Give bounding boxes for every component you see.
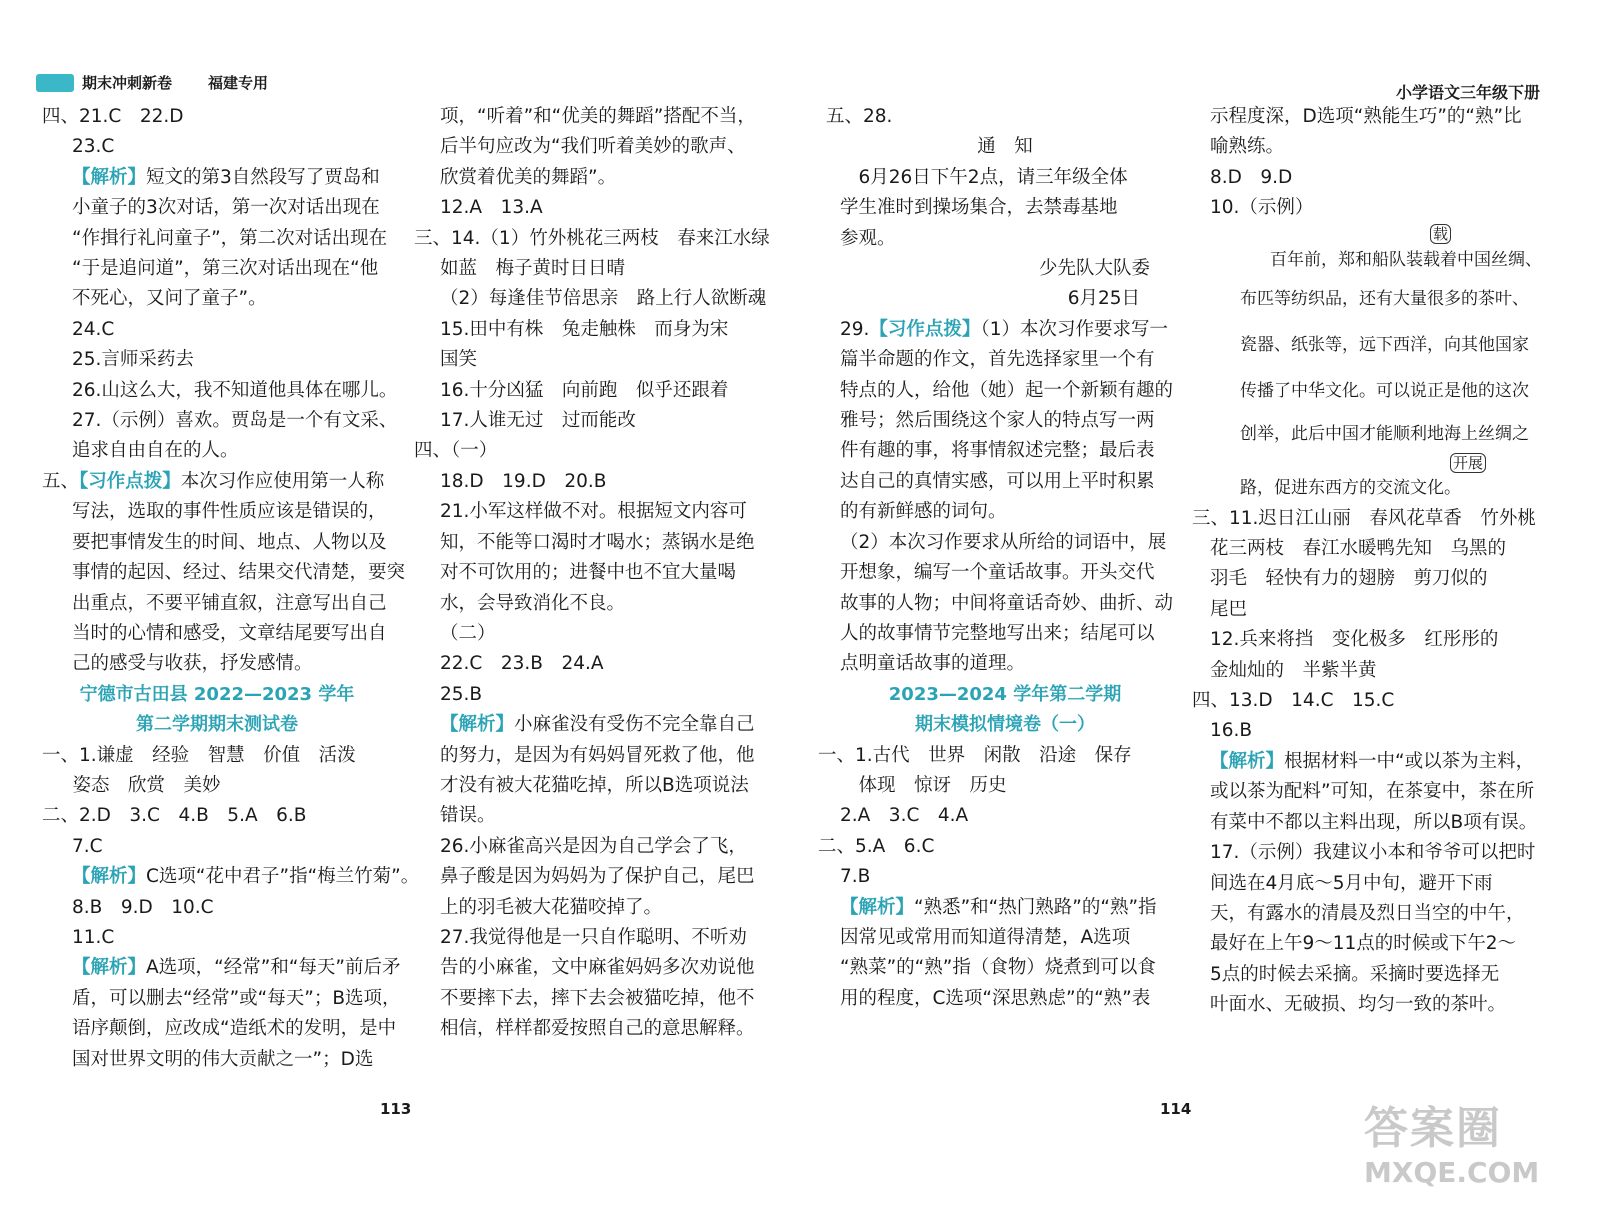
column-4	[1192, 102, 1550, 1021]
text-line: 参观。	[840, 227, 896, 249]
text-line: 天，有露水的清晨及烈日当空的中午，	[1210, 902, 1525, 924]
text-line: 四、21.C 22.D	[42, 106, 184, 127]
text-line: 的努力，是因为有妈妈冒死救了他，他	[440, 744, 755, 766]
text-line: 尾巴	[1210, 598, 1248, 620]
text-span: 五、	[42, 470, 80, 492]
text-line: 盾，可以删去“经常”或“每天”；B选项，	[72, 987, 401, 1009]
page-number-left: 113	[380, 1100, 412, 1118]
text-line: 相信，样样都爱按照自己的意思解释。	[440, 1018, 755, 1040]
text-line: 二、2.D 3.C 4.B 5.A 6.B	[42, 805, 307, 827]
text-line: 二、5.A 6.C	[818, 835, 935, 857]
text-span: C选项“花中君子”指“梅兰竹菊”。	[146, 866, 420, 888]
notice-signature: 少先队大队委	[1038, 258, 1150, 280]
text-line: 12.A 13.A	[440, 197, 543, 219]
text-line: 金灿灿的 半紫半黄	[1210, 659, 1377, 681]
column-3	[818, 102, 1174, 1014]
text-line: 四、（一）	[414, 440, 498, 462]
text-span: 本次习作应使用第一人称	[180, 470, 385, 492]
section-title: 第二学期期末测试卷	[136, 714, 298, 736]
text-line: 一、1.谦虚 经验 智慧 价值 活泼	[42, 744, 356, 766]
text-line: 16.十分凶猛 向前跑 似乎还跟着	[440, 379, 729, 401]
text-line: 17.（示例）我建议小本和爷爷可以把时	[1210, 842, 1536, 864]
text-line: 12.兵来将挡 变化极多 红彤彤的	[1210, 629, 1499, 651]
text-line: 叶面水、无破损、均匀一致的茶叶。	[1210, 994, 1507, 1016]
text-line	[42, 467, 392, 497]
text-line: 花三两枝 春江水暖鸭先知 乌黑的	[1210, 538, 1507, 560]
revision-example	[1210, 224, 1550, 504]
text-line: 国笑	[440, 349, 478, 371]
text-line: 人的故事情节完整地写出来；结尾可以	[840, 622, 1155, 644]
text-line: 26.小麻雀高兴是因为自己学会了飞，	[440, 835, 747, 857]
text-line: 示程度深，D选项“熟能生巧”的“熟”比	[1210, 106, 1522, 127]
text-line: 点明童话故事的道理。	[840, 653, 1026, 675]
region-label: 福建专用	[208, 74, 269, 92]
text-line: 8.D 9.D	[1210, 166, 1293, 188]
text-line	[42, 862, 420, 892]
text-line: 一、1.古代 世界 闲散 沿途 保存	[818, 744, 1132, 766]
text-line: 语序颠倒，应改成“造纸术的发明，是中	[72, 1018, 397, 1040]
revision-insert	[1240, 224, 1550, 244]
header-left	[36, 72, 268, 93]
section-title: 期末模拟情境卷（一）	[915, 714, 1095, 736]
text-line: 用的程度，C选项“深思熟虑”的“熟”表	[840, 987, 1151, 1009]
text-line: 知，不能等口渴时才喝水；蒸锅水是绝	[440, 531, 755, 553]
text-line: 21.小军这样做不对。根据短文内容可	[440, 501, 747, 523]
text-span: 根据材料一中“或以茶为主料，	[1284, 750, 1535, 772]
text-line	[1210, 747, 1550, 777]
text-line: 7.C	[72, 835, 103, 857]
text-line: 27.我觉得他是一只自作聪明、不听劝	[440, 926, 747, 948]
text-line: 三、11.迟日江山丽 春风花草香 竹外桃	[1192, 507, 1536, 529]
text-line: 项，“听着”和“优美的舞蹈”搭配不当，	[440, 106, 756, 127]
text-line: 追求自由自在的人。	[72, 440, 239, 462]
notice-title: 通 知	[977, 136, 1033, 158]
text-line: 有菜中不都以主料出现，所以B项有误。	[1210, 811, 1538, 833]
text-line	[440, 710, 770, 740]
text-line: 或以茶为配料”可知，在茶宴中，茶在所	[1210, 781, 1535, 803]
text-line: 不要摔下去，摔下去会被猫吃掉，他不	[440, 987, 755, 1009]
text-line: 开想象，编写一个童话故事。开头交代	[840, 562, 1155, 584]
text-line: 姿态 欣赏 美妙	[54, 774, 221, 796]
text-line: 出重点，不要平铺直叙，注意写出自己	[72, 592, 387, 614]
text-span: “熟悉”和“热门熟路”的“熟”指	[914, 896, 1157, 918]
text-line: 小童子的3次对话，第一次对话出现在	[72, 197, 380, 219]
text-line: 24.C	[72, 318, 115, 340]
analysis-tag: 【解析】	[72, 866, 147, 888]
notice-date: 6月25日	[1067, 288, 1140, 310]
text-line	[42, 953, 401, 983]
text-line: 8.B 9.D 10.C	[72, 896, 214, 918]
text-line: 四、13.D 14.C 15.C	[1192, 690, 1395, 712]
analysis-tag: 【解析】	[72, 166, 147, 188]
text-line: 雅号；然后围绕这个家人的特点写一两	[840, 410, 1155, 432]
text-line	[840, 893, 1170, 923]
text-span: A选项，“经常”和“每天”前后矛	[146, 957, 401, 979]
text-line: 如蓝 梅子黄时日日晴	[440, 258, 626, 280]
analysis-tag: 【解析】	[440, 714, 515, 736]
text-line: 17.人谁无过 过而能改	[440, 410, 636, 432]
text-line: 错误。	[440, 805, 496, 827]
text-line: 23.C	[72, 136, 115, 158]
text-line: 10.（示例）	[1210, 197, 1314, 219]
revision-line: 瓷器、纸张等，远下西洋，向其他国家	[1240, 334, 1529, 355]
text-line: 11.C	[72, 926, 115, 948]
revision-line: 路，促进东西方的交流文化。	[1240, 477, 1461, 498]
revision-insert	[1240, 454, 1550, 472]
text-line	[840, 315, 1170, 345]
text-line: 6月26日下午2点，请三年级全体	[840, 166, 1128, 188]
watermark-url: MXQE.COM	[1364, 1156, 1540, 1189]
analysis-tag: 【解析】	[1210, 750, 1285, 772]
text-line: “熟菜”的“熟”指（食物）烧煮到可以食	[840, 957, 1156, 979]
text-line: 欣赏着优美的舞蹈”。	[440, 166, 617, 188]
revision-line: 百年前，郑和船队装载着中国丝绸、	[1270, 249, 1542, 270]
text-line: 件有趣的事，将事情叙述完整；最后表	[840, 440, 1155, 462]
text-line: 上的羽毛被大花猫咬掉了。	[440, 896, 663, 918]
text-line: 事情的起因、经过、结果交代清楚，要突	[72, 562, 406, 584]
text-line: 对不可饮用的；进餐中也不宜大量喝	[440, 562, 737, 584]
text-line: 最好在上午9～11点的时候或下午2～	[1210, 933, 1517, 955]
text-line: 才没有被大花猫吃掉，所以B选项说法	[440, 774, 749, 796]
text-line: 国对世界文明的伟大贡献之一”；D选	[72, 1048, 374, 1070]
column-1	[42, 102, 420, 1075]
tip-tag: 【习作点拨】	[869, 318, 981, 340]
text-line: 7.B	[840, 866, 871, 888]
text-line: 当时的心情和感受，文章结尾要写出自	[72, 622, 387, 644]
series-badge-icon	[36, 74, 74, 92]
revision-line: 布匹等纺织品，还有大量很多的茶叶、	[1240, 288, 1529, 309]
text-line: 鼻子酸是因为妈妈为了保护自己，尾巴	[440, 866, 755, 888]
text-line: 15.田中有株 兔走触株 而身为宋	[440, 318, 729, 340]
tip-tag: 【习作点拨】	[79, 470, 181, 492]
analysis-tag: 【解析】	[840, 896, 915, 918]
text-line: 五、28.	[826, 106, 893, 127]
text-line: 水，会导致消化不良。	[440, 592, 626, 614]
insert-mark: 载	[1430, 224, 1451, 244]
text-line: 因常见或常用而知道得清楚，A选项	[840, 926, 1131, 948]
text-line: 25.言师采药去	[72, 349, 194, 371]
analysis-tag: 【解析】	[72, 957, 147, 979]
section-title: 宁德市古田县 2022—2023 学年	[79, 683, 355, 705]
text-line: 己的感受与收获，抒发感情。	[72, 653, 313, 675]
text-line: 18.D 19.D 20.B	[440, 470, 607, 492]
watermark-text: 答案圈	[1364, 1103, 1502, 1154]
text-line: “作揖行礼问童子”，第二次对话出现在	[72, 227, 388, 249]
text-span: 29.	[840, 318, 870, 340]
text-line: （2）每逢佳节倍思亲 路上行人欲断魂	[440, 288, 767, 310]
text-line: 26.山这么大，我不知道他具体在哪儿。	[72, 379, 398, 401]
text-line: 的有新鲜感的词句。	[840, 501, 1007, 523]
revision-line: 创举，此后中国才能顺利地海上丝绸之	[1240, 423, 1529, 444]
text-line: 达自己的真情实感，可以用上平时积累	[840, 470, 1155, 492]
revision-line: 传播了中华文化。可以说正是他的这次	[1240, 380, 1529, 401]
text-line: 间选在4月底～5月中旬，避开下雨	[1210, 872, 1493, 894]
series-title: 期末冲刺新卷	[82, 74, 173, 92]
text-span: 短文的第3自然段写了贾岛和	[146, 166, 380, 188]
insert-mark: 开展	[1450, 453, 1486, 473]
text-line	[42, 163, 392, 193]
text-line: 16.B	[1210, 720, 1253, 742]
text-line: 体现 惊讶 历史	[840, 774, 1007, 796]
text-line: （二）	[440, 622, 496, 644]
text-line: 25.B	[440, 683, 483, 705]
text-line: 27.（示例）喜欢。贾岛是一个有文采、	[72, 410, 398, 432]
page-number-right: 114	[1160, 1100, 1192, 1118]
text-line: 篇半命题的作文，首先选择家里一个有	[840, 349, 1155, 371]
text-span: （1）本次习作要求写一	[980, 318, 1168, 340]
subject-label: 小学语文三年级下册	[1395, 83, 1540, 102]
text-line: 后半句应改为“我们听着美妙的歌声、	[440, 136, 746, 158]
section-title: 2023—2024 学年第二学期	[888, 683, 1122, 705]
text-span: 小麻雀没有受伤不完全靠自己	[514, 714, 755, 736]
text-line: 22.C 23.B 24.A	[440, 653, 604, 675]
text-line: 5点的时候去采摘。采摘时要选择无	[1210, 963, 1500, 985]
text-line: 2.A 3.C 4.A	[840, 805, 969, 827]
text-line: 三、14.（1）竹外桃花三两枝 春来江水绿	[414, 227, 770, 249]
text-line: 要把事情发生的时间、地点、人物以及	[72, 531, 387, 553]
text-line: （2）本次习作要求从所给的词语中，展	[840, 531, 1167, 553]
watermark-logo	[1364, 1092, 1564, 1189]
text-line: 学生准时到操场集合，去禁毒基地	[840, 197, 1118, 219]
text-line: 不死心，又问了童子”。	[72, 288, 267, 310]
text-line: 羽毛 轻快有力的翅膀 剪刀似的	[1210, 568, 1488, 590]
text-line: 告的小麻雀，文中麻雀妈妈多次劝说他	[440, 957, 755, 979]
text-line: 故事的人物；中间将童话奇妙、曲折、动	[840, 592, 1174, 614]
text-line: 喻熟练。	[1210, 136, 1285, 158]
column-2	[414, 102, 770, 1045]
text-line: 特点的人，给他（她）起一个新颖有趣的	[840, 379, 1174, 401]
text-line: “于是追问道”，第三次对话出现在“他	[72, 258, 379, 280]
text-line: 写法，选取的事件性质应该是错误的，	[72, 501, 387, 523]
